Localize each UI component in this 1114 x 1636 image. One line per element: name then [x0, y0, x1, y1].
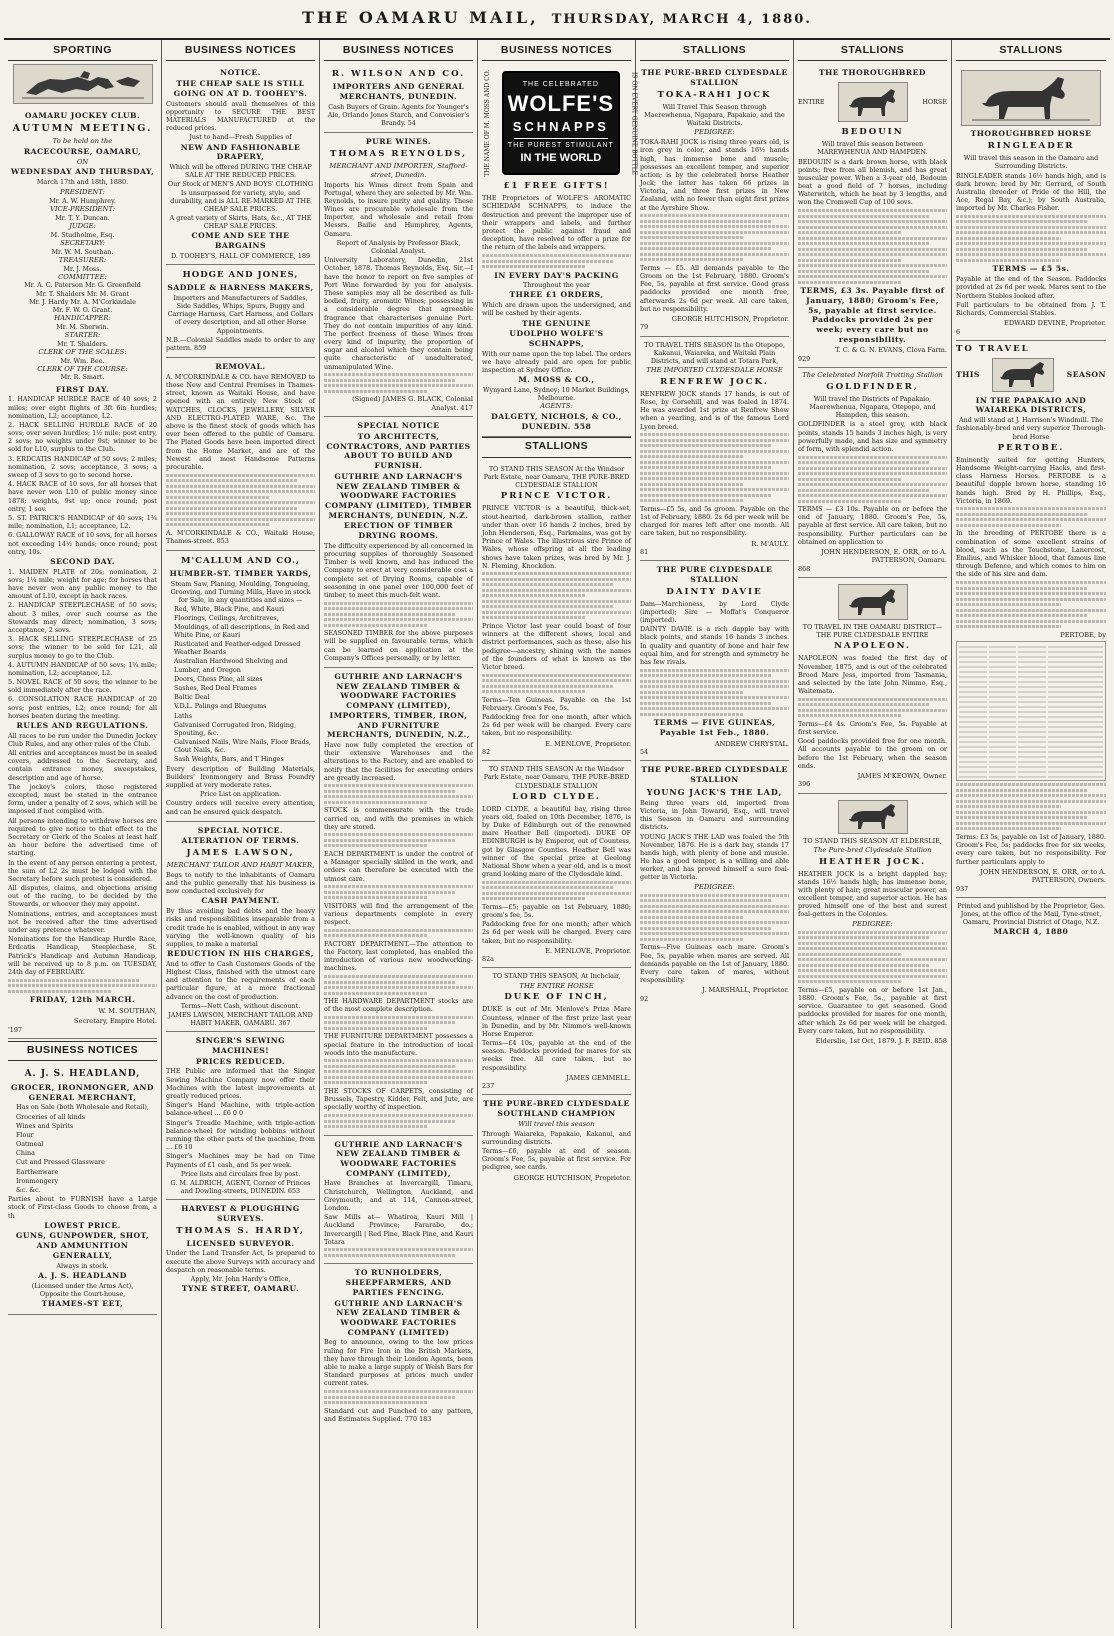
- heather-jock-ad: TO STAND THIS SEASON AT ELDERSLIE, The Pure-bred Clydesdale Stallion HEATHER JOCK. HEATHER JOCK is a bright dappled bay; stands 16½ hands high; has immense bone, with plenty of hair; great muscular power, an excellent temper, and superior action. He has proved himself one of the best and surest foal-getters in the Colonies. PEDIGREE: Terms—£5, payable on or before 1st Jan., 1880. Groom's Fee, 5s., payable at first service. Guarantee to get seasoned. Good paddocks provided for mares for one month, after which 2s 6d per week will be charged. Every care taken, but no responsibility. Elderslie, 1st Oct, 1879. J. F. REID. 858: [798, 794, 947, 1050]
- horse-cut-icon: [838, 584, 908, 620]
- dainty-davie-ad: THE PURE CLYDESDALE STALLION DAINTY DAVIE Dam—Marchioness, by Lord Clyde (imported); Sire — Moffat's Conqueror (imported). DAINTY DAVIE is a rich dapple bay with black points, and stands 16 hands 3 inches. In quality and quantity of bone and hair few equal him, and for strength and symmetry he has few rivals. TERMS — FIVE GUINEAS, Payable 1st Feb., 1880. ANDREW CHRYSTAL. 54: [640, 561, 789, 761]
- jockey-club-ad: OAMARU JOCKEY CLUB. AUTUMN MEETING. To be held on the RACECOURSE, OAMARU, ON WEDNESDAY AND THURSDAY, March 17th and 18th, 1880. PRESIDENT: Mr. A. W. Humphrey. VICE-PRESIDENT: Mr. T. Y. Duncan. JUDGE: M. Studholme, Esq. SECRETARY: Mr. W. M. Southan. TREASURER: Mr. J. Moss. COMMITTEE: Mr. A. C. Paterson Mr. G. Greenfield Mr. T. Shalders Mr. M. Grant Mr. J. Hardy Mr. A. M'Corkindale Mr. F. W. O. Grant. HANDICAPPER: Mr. M. Sherwin. STARTER: Mr. T. Shalders. CLERK OF THE SCALES: Mr. Wm. Bee. CLERK OF THE COURSE: Mr. R. Smart. FIRST DAY. 1. HANDICAP HURDLE RACE of 40 sovs; 2 miles; over eight flights of 3ft 6in hurdles; nomination, L2; acceptance, L2. 2. HACK SELLING HURDLE RACE of 20 sovs; over seven hurdles; 1½ mile; post entry, 2 sovs; no weights under 9st; winner to be sold for L10, surplus to the Club. 3. ERDCATIS HANDICAP of 50 sovs; 2 miles; nomination, 2 sovs; acceptance, 3 sovs; a sweep of 3 sovs to go to second horse. 4. HACK RACE of 10 sovs, for all horses that have never won L10 of public money since 1878; weights, 9st up; once round; post entry, 1 sov. 5. ST. PATRICK'S HANDICAP of 40 sovs; 1¾ mile; nomination, L1; acceptance, L2. 6. GALLOWAY RACE of 10 sovs, for all horses not exceeding 14½ hands; once round; post entry, 10s. SECOND DAY. 1. MAIDEN PLATE of 20s; nomination, 2 sovs; 1¼ mile; weight for age; for horses that have never won any public money to the amount of L10, except in hack races. 2. HANDICAP STEEPLECHASE of 50 sovs; about 3 miles, over such course as the Stewards may direct; nomination, 3 sovs; acceptance, 2 sovs. 3. HACK SELLING STEEPLECHASE of 25 sovs; the winner to be sold for L21, all surplus money to go to the Club. 4. AUTUMN HANDICAP of 50 sovs; 1¾ mile; nomination, L2; acceptance, L2. 5. NOVEL RACE of 50 sovs; the winner to be sold immediately after the race. 6. CONSOLATION RACE HANDICAP of 20 sovs; post entries, L2; once round; for all horses beaten during the meeting. RULES AND REGULATIONS. All races to be run under the Dunedin Jockey Club Rules, and any other rules of the Club. All entries and acceptances must be in sealed covers, addressed to the Secretary, and contain entrance money, sweepstakes, description and age of horse. The jockey's colors, those registered excepted, must be stated in the entrance form, under a penalty of 2 sovs, which will be imposed if not complied with. All persons intending to withdraw horses are required to give notice to that effect to the Secretary or Clerk of the Scales at least half an hour before the advertised time of starting. In the event of any person entering a protest, the sum of L2 2s must be lodged with the Secretary before such protest is considered. All disputes, claims, and objections arising out of the racing, to be decided by the Stewards, or whoever they may appoint. Nominations, entries, and acceptances must not be received after the time advertised under any pretence whatever. Nominations for the Handicap Hurdle Race, Erdcatis Handicap, Steeplechase, St. Patrick's Handicap and Autumn Handicap, will be received up to 8 p.m. on TUESDAY, 24th day of FEBRUARY. FRIDAY, 12th MARCH. W. M. SOUTHAN, Secretary, Empire Hotel. '197: [8, 107, 157, 1039]
- duke-of-inch-ad: TO STAND THIS SEASON, At Inchclair, THE ENTIRE HORSE DUKE OF INCH, DUKE is out of Mr. Menlove's Prize Mare Countess, winner of the first prize last year in Dunedin, and by Mr. Nimmo's well-known Horse Emperor. Terms—£4 10s, payable at the end of the season. Paddocks provided for mares for six weeks free. All care taken, but no responsibility. JAMES GEMMELL. 237: [482, 968, 631, 1095]
- column-header: BUSINESS NOTICES: [482, 42, 631, 61]
- imprint: Printed and published by the Proprietor, Geo. Jones, at the office of the Mail, Tyne-street, Oamaru, Provincial District of Otago, N.Z. MARCH 4, 1880: [957, 901, 1105, 937]
- columns: [4, 40, 1110, 1628]
- bedouin-ad: THE THOROUGHBRED ENTIRE HORSE BEDOUIN Will travel this season between MAREWHENUA AND HAMPDEN. BEDOUIN is a dark brown horse, with black points; free from all blemish, and has great muscular power. When a 3-year old, Bedouin beat a good field of 7 horses, including Waterwitch, which he beat by 3 lengths, and won the Cromwell Cup of 100 sovs. TERMS, £3 3s. Payable first of January, 1880; Groom's Fee, 5s, payable at first service. Paddocks provided 2s per week; every care but no responsibility. T. C. & G. N. EVANS, Clova Farm. 929: [798, 64, 947, 368]
- hodge-jones-ad: HODGE AND JONES, SADDLE & HARNESS MAKERS, Importers and Manufacturers of Saddles, Side Saddles, Whips, Spurs, Buggy and Carriage Harness, Cart Harness, and Collars of every description, and all other Horse Appointments. N.B.—Colonial Saddles made to order to any pattern. 859: [166, 265, 315, 358]
- lawson-ad: SPECIAL NOTICE. ALTERATION OF TERMS. JAMES LAWSON, MERCHANT TAILOR AND HABIT MAKER, Begs to notify to the inhabitants of Oamaru and the public generally that his business is now conducted exclusively for CASH PAYMENT. By thus avoiding bad debts and the heavy risks and responsibilities inseparable from a credit trade he is enabled, without in any way varying the well-known quality of his supplies, to make a material REDUCTION IN HIS CHARGES, And to offer to Cash Customers Goods of the Highest Class, finished with the utmost care and attention to the requirements of each particular figure, at a more fractional advance on the cost of production. Terms—Nett Cash, without discount. JAMES LAWSON, MERCHANT TAILOR AND HABIT MAKER, OAMARU. 367: [166, 822, 315, 1033]
- guthrie-merchants-ad: GUTHRIE AND LARNACH'S NEW ZEALAND TIMBER & WOODWARE FACTORIES COMPANY (LIMITED), IMPORTERS, TIMBER, IRON, AND FURNITURE MERCHANTS, DUNEDIN, N.Z., Have now fully completed the erection of their extensive Warehouses and the alterations to the Factory, and are enabled to notify that the facilities for executing orders are greatly increased. STOCK is commensurate with the trade carried on, and with the premises in which they are stored. EACH DEPARTMENT is under the control of a Manager specially skilled in the work, and orders can therefore be executed with the utmost care. VISITORS will find the arrangement of the various departments complete in every respect. FACTORY DEPARTMENT.—The attention to the Factory, last completed, has enabled the introduction of various new woodworking-machines. THE HARDWARE DEPARTMENT stocks are of the most complete description. THE FURNITURE DEPARTMENT possesses a special feature in the introduction of local woods into the manufacture. THE STOCKS OF CARPETS, consisting of Brussels, Tapestry, Kidder, Felt, and Jute, are specially worthy of inspection.: [324, 668, 473, 1136]
- singer-ad: SINGER'S SEWING MACHINES! PRICES REDUCED. THE Public are informed that the Singer Sewing Machine Company now offer their Machines with the latest improvements at greatly reduced prices. Singer's Hand Machine, with triple-action balance-wheel ... £6 0 0 Singer's Treadle Machine, with triple-action balance-wheel for winding bobbins without running the other parts of the machine, from ... £6 10 Singer's Machines may be had on Time Payments of £1 cash, and 5s per week. Price lists and circulars free by post. G. M. ALDRICH, AGENT, Corner of Princes and Dowling-streets, DUNEDIN. 653: [166, 1032, 315, 1200]
- column-business-1: [162, 40, 320, 1628]
- column-header: STALLIONS: [798, 42, 947, 61]
- column-header: STALLIONS: [640, 42, 789, 61]
- schnapps-label: THE CELEBRATED WOLFE'S SCHNAPPS THE PUREST STIMULANT IN THE WORLD: [502, 71, 620, 175]
- renfrew-jock-ad: TO TRAVEL THIS SEASON In the Otepopo, Kakanui, Waiareka, and Waitaki Plain Districts, and will stand at Totara Park, THE IMPORTED CLYDESDALE HORSE RENFREW JOCK. RENFREW JOCK stands 17 hands, is out of Rose, by Corsehill, and was foaled in 1874. He was awarded 1st prize at Renfrew Show when a yearling, and is of the famous Lord Lyon breed. Terms—£5 5s, and 5s groom. Payable on the 1st of February, 1880. 2s 6d per week will be charged for mares left after one month. All care taken, but no responsibility. R. M'AULY. 81: [640, 337, 789, 562]
- column-sporting: [4, 40, 162, 1628]
- reynolds-ad: PURE WINES. THOMAS REYNOLDS, MERCHANT AND IMPORTER, Stafford-street, Dunedin. Imports his Wines direct from Spain and Portugal, where they are selected by Mr. Wm. Reynolds, to insure purity and quality. These Wines are procurable wholesale from the Importer, and wholesale and retail from Messrs. Bailie and Humphrey, Agents, Oamaru. Report of Analysis by Professor Black, Colonial Analyst. University Laboratory, Dunedin, 21st October, 1878. Thomas Reynolds, Esq. Sir,—I have the honor to report on five samples of Port Wine forwarded by you for analysis. These samples may all be described as full-bodied, fruity, aromatic Wines; possessing in a considerable degree that agreeable fragrance that characterises genuine Port. They do not contain impurities of any kind. The perfect freeness of these Wines from every kind of impurity, the proportion of sugar and alcohol which they contain being quite characteristic of unadulterated, unmanipulated Wine. (Signed) JAMES G. BLACK, Colonial Analyst. 417: [324, 133, 473, 417]
- column-business-2: [320, 40, 478, 1628]
- toohey-ad: NOTICE. THE CHEAP SALE IS STILL GOING ON AT D. TOOHEY'S. Customers should avail themselves of this opportunity to SECURE THE BEST MATERIALS MANUFACTURED at the reduced prices. Just to hand—Fresh Supplies of NEW AND FASHIONABLE DRAPERY, Which will be offered DURING THE CHEAP SALE AT THE REDUCED PRICES. Our Stock of MEN'S AND BOYS' CLOTHING Is unsurpassed for variety, style, and durability, and is ALL RE-MARKED AT THE CHEAP SALE PRICES. A great variety of Skirts, Hats, &c., AT THE CHEAP SALE PRICES. COME AND SEE THE BARGAINS D. TOOHEY'S, HALL OF COMMERCE, 189: [166, 64, 315, 265]
- horse-cut-icon: [838, 800, 908, 834]
- horse-cut-icon: [838, 82, 908, 122]
- guthrie-fencing-ad: TO RUNHOLDERS, SHEEPFARMERS, AND PARTIES FENCING. GUTHRIE AND LARNACH'S NEW ZEALAND TIMBER & WOODWARE FACTORIES COMPANY (LIMITED) Beg to announce, owing to the low prices ruling for Fire Iron in the British Markets, they have through their London Agents, been able to make a large supply of Welsh Bars for Standard purposes at prices much under current rates. Standard cut and Punched to any pattern, and Estimates Supplied. 770 183: [324, 1268, 473, 1423]
- pertobe-ad: TO TRAVEL THIS SEASON IN THE PAPAKAIO AND WAIAREKA DISTRICTS, And will stand at J. Harrison's Windmill. The fashionably-bred and very superior Thorough-bred Horse PERTOBE. Eminently suited for getting Hunters, Handsome Weight-carrying Hacks, and first-class Harness Horses. PERTOBE is a beautiful dapple brown horse, standing 16 hands high. Bred by H. Phillips, Esq., Victoria, in 1869. In the breeding of PERTOBE there is a combination of some excellent strains of blood, such as the Touchstone, Lanercost, Emilius, and Whisker blood, that famous line through Defence, and which comes to him on the side of his sire and dam. PERTOBE, by Terms: £3 5s, payable on 1st of January, 1880. Groom's Fee, 5s; paddocks free for six weeks, every care taken, but no responsibility. For further particulars apply to JOHN HENDERSON, E. ORR, or to A. PATTERSON, Owners. 937: [956, 341, 1106, 898]
- column-header: BUSINESS NOTICES: [8, 1041, 157, 1061]
- ringleader-ad: THOROUGHBRED HORSE RINGLEADER Will travel this season in the Oamaru and Surrounding Districts. RINGLEADER stands 16½ hands high, and is dark brown; bred by Mr. Gerrard, of South Australia (breeder of Pride of the Hill, the Ace, Regal Bay, &c.); by South Australia, imported by Mr. Charles Fisher. TERMS — £5 5s. Payable at the end of the Season. Paddocks provided at 2s 6d per week. Mares sent to the Northern Stables looked after. Full particulars to be obtained from J. T. Richards, Commercial Stables. EDWARD DEVINE, Proprietor. 6: [956, 64, 1106, 340]
- column-header: BUSINESS NOTICES: [166, 42, 315, 61]
- napoleon-ad: TO TRAVEL IN THE OAMARU DISTRICT— THE PURE CLYDESDALE ENTIRE NAPOLEON. NAPOLEON was foaled the first day of November, 1875, and is out of the celebrated Brood Mare Jess, imported from Tasmania, and selected by the late John Nimmo, Esq., Waitemata. Terms—£4 4s. Groom's Fee, 5s. Payable at first service. Good paddocks provided free for one month. All accounts payable to the groom on or before the 1st February, when the season ends. JAMES M'KEOWN, Owner. 396: [798, 578, 947, 794]
- paper-title: THE OAMARU MAIL,: [302, 8, 539, 27]
- column-stallions-2: [794, 40, 952, 1628]
- column-business-3: [478, 40, 636, 1628]
- masthead: [4, 6, 1110, 40]
- mcallum-ad: M'CALLUM AND CO., HUMBER-ST. TIMBER YARDS, Steam Saw, Planing, Moulding, Tongueing, Grooving, and Turning Mills, Have in stock for Sale, in any quantities and sizes — Red, White, Black Pine, and Kauri Floorings, Ceilings, Architraves, Mouldings, of all descriptions, in Red and White Pine, or Kauri Rusticated and Feather-edged Dressed Weather Boards Australian Hardwood Shelving and Lumber, and Oregon Doors, Chess Pine, all sizes Sashes, Red Deal Frames Baltic Deal V.D.L. Palings and Bluegums Laths Galvanised Corrugated Iron, Ridging, Spouting, &c. Galvanised Nails, Wire Nails, Floor Brads, Clout Nails, &c. Sash Weights, Bars, and T Hinges Every description of Building Materials, Builders' Ironmongery and Brass Foundry supplied at very moderate rates. Price List on application. Country orders will receive every attention, and can be ensured quick despatch.: [166, 551, 315, 822]
- guthrie-timber-ad: SPECIAL NOTICE TO ARCHITECTS, CONTRACTORS, AND PARTIES ABOUT TO BUILD AND FURNISH. GUTHRIE AND LARNACH'S NEW ZEALAND TIMBER & WOODWARE FACTORIES COMPANY (LIMITED), TIMBER MERCHANTS, DUNEDIN, N.Z. ERECTION OF TIMBER DRYING ROOMS. The difficulty experienced by all concerned in procuring supplies of thoroughly Seasoned Timber is well known, and has induced the Company to erect at very considerable cost a complete set of Drying Rooms, capable of seasoning in one panel over 100,000 feet of timber, to meet this much-felt want. SEASONED TIMBER for the above purposes will be supplied on favourable terms, which can be learned on application at the Company's Offices personally, or by letter.: [324, 417, 473, 668]
- column-header: SPORTING: [8, 42, 157, 61]
- removal-ad: REMOVAL. A. M'CORKINDALE & CO. have REMOVED to those New and Central Premises in Thames-street, known as Waitaki House, and have opened with an entirely New Stock of WATCHES, CLOCKS, JEWELLERY, SILVER AND ELECTRO-PLATED WARE, &c. The above is the finest stock of goods which has ever been offered to the public of Oamaru. The Plated Goods have been imported direct from the Home Market, and are of the Newest and most Handsome Patterns procurable. A. M'CORKINDALE & CO., Waitaki House, Thames-street. 853: [166, 358, 315, 551]
- headland-ad: A. J. S. HEADLAND, GROCER, IRONMONGER, AND GENERAL MERCHANT, Has on Sale (both Wholesale and Retail), Groceries of all kinds Wines and Spirits Flour Oatmeal China Cut and Pressed Glassware Earthenware Ironmongery &c. &c. Parties about to FURNISH have a Large stock of First-class Goods to choose from, a th LOWEST PRICE. GUNS, GUNPOWDER, SHOT, AND AMMUNITION GENERALLY, Always in stock. A. J. S. HEADLAND (Licensed under the Arms Act), Opposite the Court-house, THAMES-ST EET,: [8, 1064, 157, 1314]
- southland-champion-ad: THE PURE-BRED CLYDESDALE SOUTHLAND CHAMPION Will travel this season Through Waiareka, Papakaio, Kakanui, and surrounding districts. Terms—£6, payable at end of season. Groom's Fee, 5s, payable at first service. For pedigree, see cards. GEORGE HUTCHISON, Proprietor.: [482, 1099, 631, 1182]
- racehorse-cut-icon: [961, 70, 1101, 126]
- paper-dateline: THURSDAY, MARCH 4, 1880.: [551, 12, 812, 27]
- racehorse-cut-icon: [13, 64, 153, 104]
- wolfes-schnapps-ad: THE NAME OF M. MOSS AND CO. THE CELEBRATED WOLFE'S SCHNAPPS THE PUREST STIMULANT IN THE WORLD IS ON EVERY GENUINE BOTTLE £1 FREE GIFTS! THE Proprietors of WOLFE'S AROMATIC SCHIEDAM SCHNAPPS, to induce the destruction and prevent the improper use of their wrappers and labels, and further protect the public against fraud and deception, have resolved to offer a prize for the return of the labels and wrappers. IN EVERY DAY'S PACKING Throughout the year THREE £1 ORDERS, Which are drawn upon the undersigned, and will be cashed by their agents. THE GENUINE UDOLPHO WOLFE'S SCHNAPPS, With our name upon the top label. The orders we have already paid are open for public inspection at Sydney Office. M. MOSS & CO., Wynyard Lane, Sydney; 10 Market Buildings, Melbourne. AGENTS: DALGETY, NICHOLS, & CO., DUNEDIN. 558: [482, 64, 631, 437]
- column-header: BUSINESS NOTICES: [324, 42, 473, 61]
- young-jacks-the-lad-ad: THE PURE-BRED CLYDESDALE STALLION YOUNG JACK'S THE LAD, Being three years old, imported from Victoria, in John Towarid, Esq., will travel this Season in Oamaru and surrounding districts. YOUNG JACK'S THE LAD was foaled the 5th November, 1876. He is a dark bay, stands 17 hands high, with plenty of bone and muscle. He has a good temper, is a willing and able worker, and has proved himself a sure foal-getter in Victoria. PEDIGREE: Terms—Five Guineas each mare. Groom's Fee, 5s, payable when mares are served. All demands payable on the 1st of January, 1880. Every care taken of mares, without responsibility. J. MARSHALL, Proprietor. 92: [640, 765, 789, 1003]
- guthrie-branches-ad: GUTHRIE AND LARNACH'S NEW ZEALAND TIMBER & WOODWARE FACTORIES COMPANY (LIMITED), Have Branches at Invercargill, Timaru, Christchurch, Wellington, Auckland, and Greymouth; and at 114, Cannon-street, London. Saw Mills at— Whatiroa, Kauri Mill | Auckland Province; Fararabo, do.; Invercargill | Red Pine, Black Pine, and Kauri Totara: [324, 1136, 473, 1265]
- hardy-ad: HARVEST & PLOUGHING SURVEYS. THOMAS S. HARDY, LICENSED SURVEYOR. Under the Land Transfer Act, Is prepared to execute the above Surveys with accuracy and despatch on reasonable terms. Apply, Mr. John Hardy's Office, TYNE STREET, OAMARU.: [166, 1204, 315, 1294]
- column-header: STALLIONS: [482, 437, 631, 457]
- toka-rahi-jock-ad: THE PURE-BRED CLYDESDALE STALLION TOKA-RAHI JOCK Will Travel This Season through Maerewhenua, Ngapara, Papakaio, and the Waitaki Districts. PEDIGREE: TOKA-RAHI JOCK is rising three years old, is iron grey in color, and stands 16½ hands high, has immense bone and muscle; possesses an excellent temper, and superior action; is by the celebrated horse Heather Jock; the latter has taken 66 prizes in Victoria, and three first prizes in New Zealand, with no fewer than eight first prizes at the Ayrshire Show. Terms — £5. All demands payable to the Groom on the 1st February, 1880. Groom's Fee, 5s, payable at first service. Good grass paddocks provided one month free, afterwards 2s 6d per week. All care taken, but no responsibility. GEORGE HUTCHISON, Proprietor. 79: [640, 64, 789, 336]
- column-header: STALLIONS: [956, 42, 1106, 61]
- prince-victor-ad: TO STAND THIS SEASON At the Windsor Park Estate, near Oamaru, THE PURE-BRED CLYDESDALE STALLION PRINCE VICTOR. PRINCE VICTOR is a beautiful, thick-set, stout-hearted, dark-brown stallion, rather under than over 16 hands 2 inches, bred by John Henderson, Esq., Parkmains, was got by Prince of Wales. The illustrious sire Prince of Wales, whose offspring at all the leading shows have taken prizes, was bred by Mr. J. N. Fleming, Knockdon. Prince Victor last year could boast of four winners at the different shows, local and district performances, such as these, also his pedigree—ancestry, shining with the names of the founders of what is known as the Victor breed. Terms—Ten Guineas. Payable on the 1st February. Groom's Fee, 5s. Paddocking free for one month, after which 2s 6d per week will be charged. Every care taken, but no responsibility. E. MENLOVE, Proprietor. 82: [482, 461, 631, 761]
- goldfinder-ad: The Celebrated Norfolk Trotting Stallion GOLDFINDER, Will travel the Districts of Papakaio, Maerewhenua, Ngapara, Otepopo, and Hampden, this season. GOLDFINDER is a steel grey, with black points, stands 15 hands 3 inches high, is very powerfully made, and has size and symmetry of form, with splendid action. TERMS — £3 10s. Payable on or before the end of January, 1880. Groom's Fee, 5s, payable at first service. All care taken, but no responsibility. Further particulars can be obtained on application to JOHN HENDERSON, E. ORR, or to A. PATTERSON, Oamaru. 868: [798, 368, 947, 578]
- pedigree-table: [956, 641, 1106, 781]
- horse-cut-icon: [992, 358, 1054, 392]
- column-stallions-3: [952, 40, 1110, 1628]
- column-stallions-1: [636, 40, 794, 1628]
- lord-clyde-ad: TO STAND THIS SEASON At the Windsor Park Estate, near Oamaru, THE PURE-BRED CLYDESDALE STALLION LORD CLYDE. LORD CLYDE, a beautiful bay, rising three years old, foaled on 10th December, 1876, is by Duke of Edinburgh out of the renowned mare Heather Bell (imported). DUKE OF EDINBURGH is by Emperor, out of Countess, got by Glasgow Counties. Heather Bell was winner of the special prize at Geelong National Show when a year old, and is a most grand looking mare of the Clydesdale kind. Terms—£5; payable on 1st February, 1880; groom's fee, 5s. Paddocking free for one month; after which 2s 6d per week will be charged. Every care taken, but no responsibility. E. MENLOVE, Proprietor. 82a: [482, 761, 631, 968]
- wilson-ad: R. WILSON AND CO. IMPORTERS AND GENERAL MERCHANTS, DUNEDIN. Cash Buyers of Grain. Agents for Younger's Ale, Orlando Jones Starch, and Convoisier's Brandy. 54: [324, 64, 473, 133]
